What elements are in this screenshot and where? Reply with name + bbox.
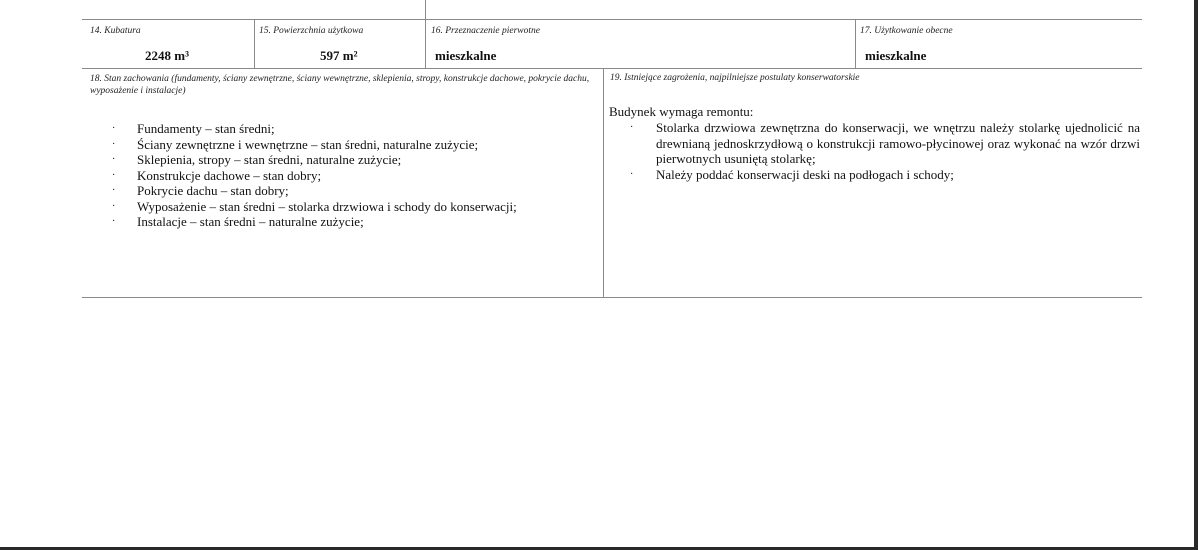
stan-list: [112, 121, 517, 230]
top-divider-stub: [425, 0, 426, 19]
zagrozenia-list: [630, 120, 1140, 182]
list-item-text: Należy poddać konserwacji deski na podłogach i schody;: [656, 166, 954, 182]
row2-divider: [603, 68, 604, 297]
przeznaczenie-value: mieszkalne: [435, 48, 497, 63]
list-item: [630, 120, 1140, 167]
list-item-text: Instalacje – stan średni – naturalne zużycie;: [137, 214, 364, 229]
row2-bottom-border: [82, 297, 1142, 298]
kubatura-label: 14. Kubatura: [90, 26, 141, 36]
list-item: [112, 199, 517, 215]
row1-top-border: [82, 19, 1142, 20]
list-item: [630, 167, 1140, 183]
uzytkowanie-value: mieszkalne: [865, 48, 927, 63]
list-item: [112, 168, 517, 184]
row1-divider-2: [425, 19, 426, 69]
list-item-text: Ściany zewnętrzne i wewnętrzne – stan średni, naturalne zużycie;: [137, 136, 479, 152]
przeznaczenie-label: 16. Przeznaczenie pierwotne: [431, 26, 540, 36]
row1-divider-1: [254, 19, 255, 69]
bullet-icon: ·: [112, 123, 116, 134]
powierzchnia-label: 15. Powierzchnia użytkowa: [259, 26, 364, 36]
zagrozenia-intro: Budynek wymaga remontu:: [609, 104, 754, 119]
bullet-icon: ·: [112, 169, 116, 181]
row1-bottom-border: [82, 68, 1142, 69]
list-item-text: Wyposażenie – stan średni – stolarka drzwiowa i schody do konserwacji;: [137, 198, 517, 214]
row1-divider-3: [855, 19, 856, 69]
list-item-text: Fundamenty – stan średni;: [137, 121, 275, 136]
uzytkowanie-label: 17. Użytkowanie obecne: [860, 26, 953, 36]
scan-edge: [1194, 0, 1198, 550]
bullet-icon: ·: [112, 138, 116, 150]
powierzchnia-value: 597 m²: [320, 48, 358, 63]
kubatura-value: 2248 m³: [145, 48, 189, 63]
list-item-text: Konstrukcje dachowe – stan dobry;: [137, 167, 322, 183]
list-item-text: Stolarka drzwiowa zewnętrzna do konserwacji, we wnętrzu należy stolarkę ujednolicić na drewnianą jednoskrzydłową o konstrukcji ramowo-płycinowej oraz wykonać na wzór drzwi pierwotnych usuniętą stolarkę;: [656, 120, 1140, 166]
bullet-icon: ·: [112, 216, 116, 227]
zagrozenia-label: 19. Istniejące zagrożenia, najpilniejsze postulaty konserwatorskie: [610, 73, 860, 83]
list-item: [112, 214, 517, 230]
list-item: [112, 137, 517, 153]
list-item: [112, 183, 517, 199]
list-item-text: Pokrycie dachu – stan dobry;: [137, 183, 289, 198]
bullet-icon: ·: [112, 200, 116, 212]
bullet-icon: ·: [112, 185, 116, 196]
list-item-text: Sklepienia, stropy – stan średni, naturalne zużycie;: [137, 152, 402, 167]
bullet-icon: ·: [112, 154, 116, 165]
list-item: [112, 121, 517, 137]
bullet-icon: ·: [630, 168, 634, 180]
stan-label: 18. Stan zachowania (fundamenty, ściany zewnętrzne, ściany wewnętrzne, sklepienia, stropy, konstrukcje dachowe, pokrycie dachu, wyposażenie i instalacje): [90, 74, 590, 96]
bullet-icon: ·: [630, 122, 634, 133]
list-item: [112, 152, 517, 168]
